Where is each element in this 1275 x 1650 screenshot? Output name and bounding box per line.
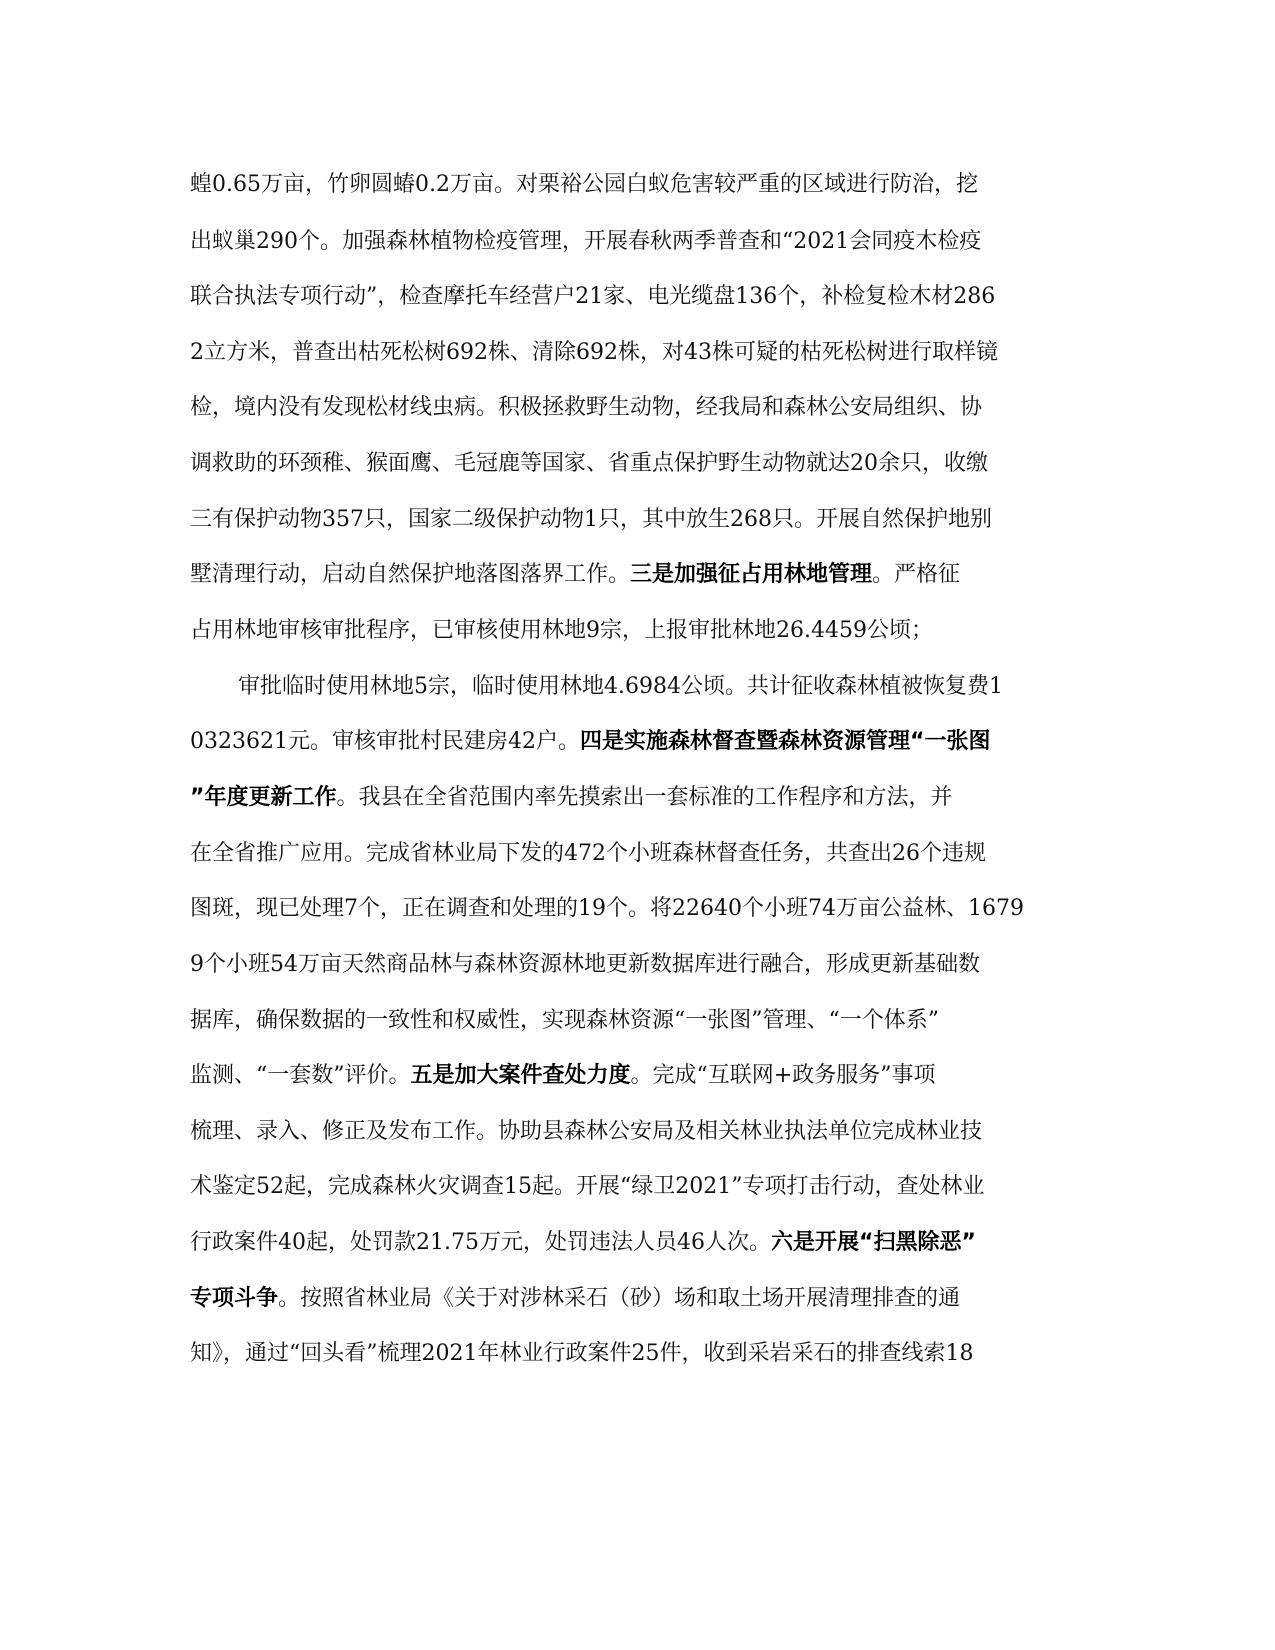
section-heading: ”年度更新工作 [190,785,337,810]
text-line: 0323621元。审核审批村民建房42户。四是实施森林督查暨森林资源管理“一张图 [190,729,991,754]
text-line: 出蚁巢290个。加强森林植物检疫管理，开展春秋两季普查和“2021会同疫木检疫 [190,229,982,254]
text-line: 行政案件40起，处罚款21.75万元，处罚违法人员46人次。六是开展“扫黑除恶” [190,1230,976,1255]
section-heading: 六是开展“扫黑除恶” [770,1230,976,1255]
text-line: 在全省推广应用。完成省林业局下发的472个小班森林督查任务，共查出26个违规 [190,841,986,866]
text-line: 三有保护动物357只，国家二级保护动物1只，其中放生268只。开展自然保护地别 [190,507,992,532]
section-heading: 四是实施森林督查暨森林资源管理“一张图 [579,729,991,754]
section-heading: 五是加大案件查处力度 [410,1063,631,1088]
text-line: 专项斗争。按照省林业局《关于对涉林采石（砂）场和取土场开展清理排查的通 [190,1286,961,1311]
text-line: 梳理、录入、修正及发布工作。协助县森林公安局及相关林业执法单位完成林业技 [190,1119,983,1144]
text-line: 联合执法专项行动”，检查摩托车经营户21家、电光缆盘136个，补检复检木材286 [190,284,996,309]
section-heading: 三是加强征占用林地管理 [630,562,873,587]
section-heading: 专项斗争 [190,1286,279,1311]
text-line: 术鉴定52起，完成森林火灾调查15起。开展“绿卫2021”专项打击行动，查处林业 [190,1174,985,1199]
text-line: 图斑，现已处理7个，正在调查和处理的19个。将22640个小班74万亩公益林、1679 [190,896,1024,921]
text-line: 调救助的环颈稚、猴面鹰、毛冠鹿等国家、省重点保护野生动物就达20余只，收缴 [190,451,988,476]
text-line: 检，境内没有发现松材线虫病。积极拯救野生动物，经我局和森林公安局组织、协 [190,395,983,420]
text-line: 据库，确保数据的一致性和权威性，实现森林资源“一张图”管理、“一个体系” [190,1008,939,1033]
text-line: 占用林地审核审批程序，已审核使用林地9宗，上报审批林地26.4459公顷； [190,618,933,643]
text-line: 监测、“一套数”评价。五是加大案件查处力度。完成“互联网+政务服务”事项 [190,1063,936,1088]
text-line: 知》，通过“回头看”梳理2021年林业行政案件25件，收到采岩采石的排查线索18 [190,1341,974,1366]
text-line: 墅清理行动，启动自然保护地落图落界工作。三是加强征占用林地管理。严格征 [190,562,961,587]
text-line: 蝗0.65万亩，竹卵圆蝽0.2万亩。对栗裕公园白蚁危害较严重的区域进行防治，挖 [190,172,978,197]
text-line: ”年度更新工作。我县在全省范围内率先摸索出一套标准的工作程序和方法，并 [190,785,953,810]
text-line: 9个小班54万亩天然商品林与森林资源林地更新数据库进行融合，形成更新基础数 [190,952,980,977]
text-line: 2立方米，普查出枯死松树692株、清除692株，对43株可疑的枯死松树进行取样镜 [190,340,998,365]
paragraph-start-line: 审批临时使用林地5宗，临时使用林地4.6984公顷。共计征收森林植被恢复费1 [238,674,1003,699]
